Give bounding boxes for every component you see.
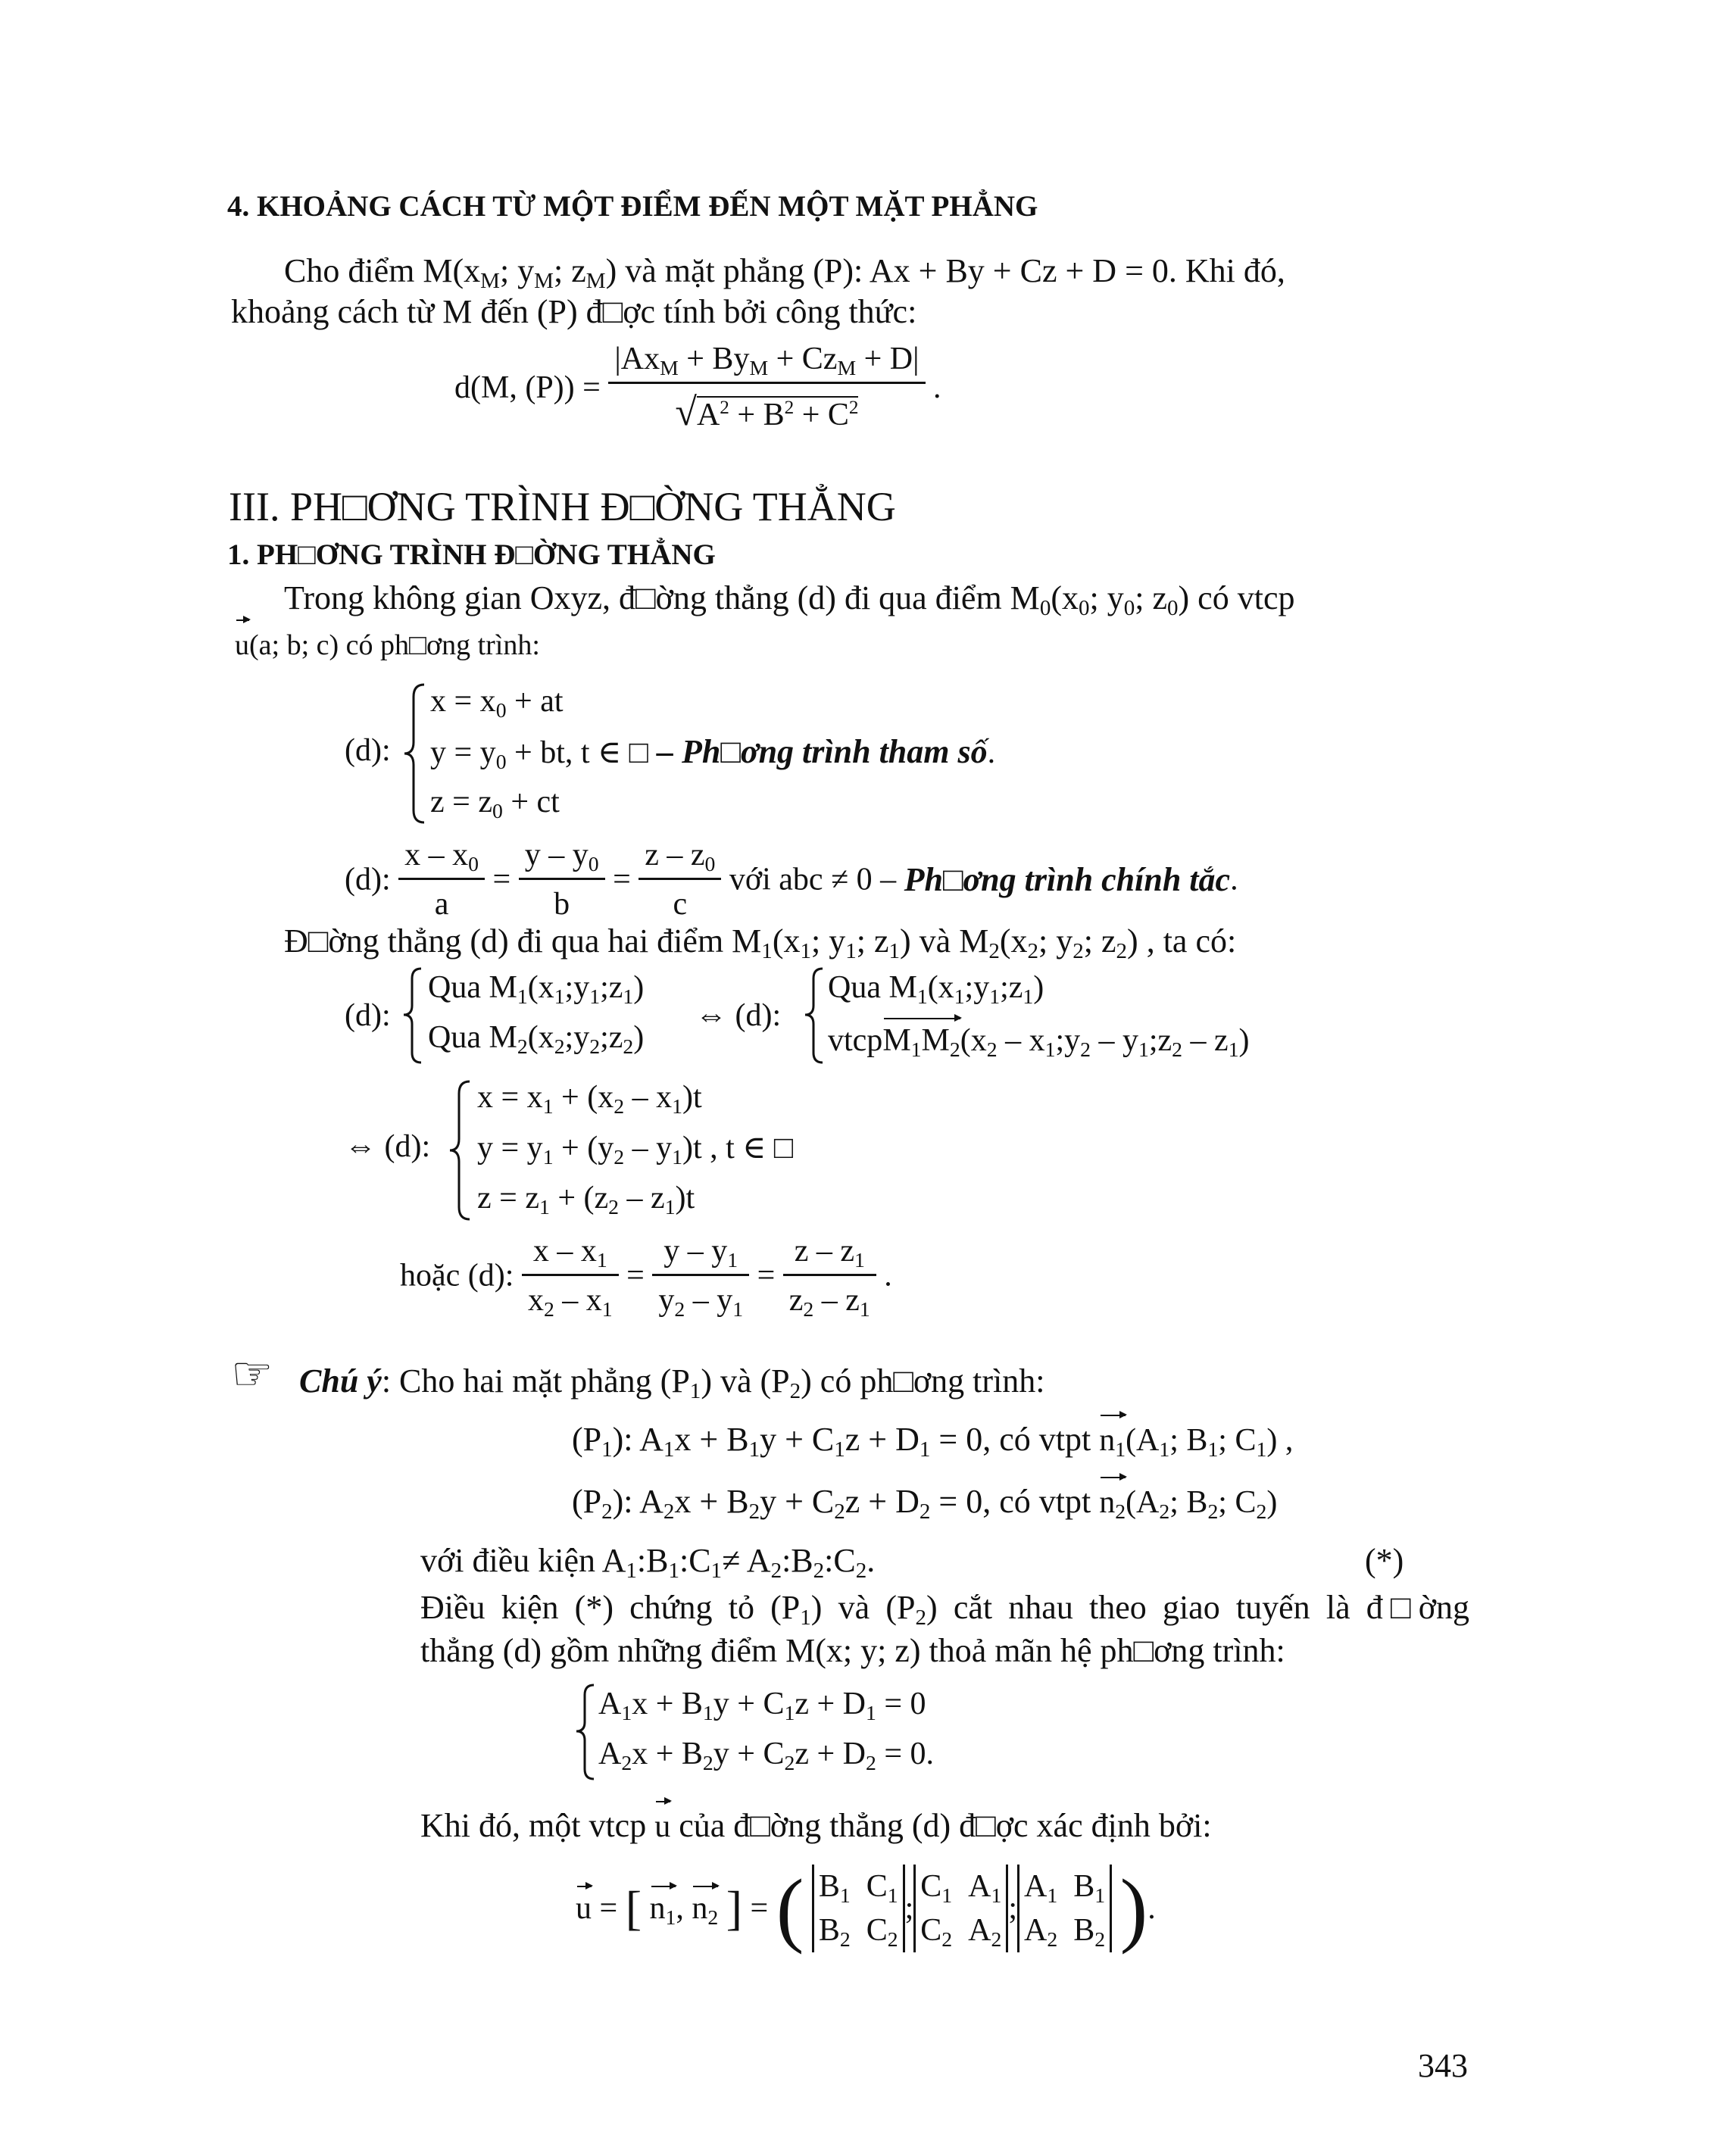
chapter-III-title: III. PH□ƠNG TRÌNH Đ□ỜNG THẲNG xyxy=(229,484,896,529)
condition-explanation-line-1: Điều kiện (*) chứng tỏ $(P_1)$ và $(P_2)$ cắt nhau theo giao tuyến là đ□ờng xyxy=(420,1589,1470,1631)
vtcp-m1m2: $vtcpM_1M_2(x_2$ – $x_1;y_2$ – $y_1;z_2 - z_1$) xyxy=(828,1023,1250,1061)
subsection-1-heading: 1. PH□ƠNG TRÌNH Đ□ỜNG THẲNG xyxy=(227,538,716,571)
two-points-canonical: hoặc (d): $\frac{x - x_1}{x_2 - x_1}$ = $\frac{y - y_1}{y_2 - y_1}$ = $\frac{z - z_1}{z_2 - z_1}$ . xyxy=(400,1234,892,1321)
two-points-param-z: $z = z_1 + (z_2 - z_1)t$ xyxy=(477,1181,695,1219)
parametric-y: $y = y_0$ + bt, t ∈ □ – Ph□ơng trình tham số. xyxy=(430,733,996,773)
page-number: 343 xyxy=(1418,2047,1468,2084)
cross-product-formula: u = [ $n_1$, $n_2$ ] = ( $B_1$ $C_1$ $B_2$ $C_2;C_1$ $A_1$ $C_2$ $A_2;A_1$ $B_1$ $A_2$ $B_2$ ). xyxy=(576,1862,1156,1955)
section-4-heading: 4. KHOẢNG CÁCH TỪ MỘT ĐIỂM ĐẾN MỘT MẶT PHẲNG xyxy=(227,190,1038,223)
line-intro-line-2: u(a; b; c) có ph□ơng trình: xyxy=(235,623,540,666)
qua-m1-right: Qua $M_1(x_1;y_1;z_1)$ xyxy=(828,970,1044,1008)
distance-formula: d(M, (P)) = $\frac{|Ax_M + By_M + Cz_M + D|}{√A^2 + B^2 + C^2}$ . xyxy=(454,342,941,434)
qua-m2-left: Qua $M_2(x_2;y_2;z_2)$ xyxy=(428,1020,645,1058)
two-points-brace-left xyxy=(401,966,427,1065)
direction-vector-sentence: Khi đó, một vtcp u của đ□ờng thẳng (d) đ□ợc xác định bởi: xyxy=(420,1805,1212,1848)
two-points-param-brace xyxy=(447,1078,477,1222)
two-points-brace-right xyxy=(803,966,829,1065)
line-intro-line-1: Trong không gian Oxyz, đ□ờng thẳng (d) đi qua điểm $M_0(x_0$; $y_0$; $z_0$) có vtcp xyxy=(284,579,1295,621)
two-points-param-y: $y = y_1 + (y_2 - y_1)t$ , t ∈ □ xyxy=(477,1131,794,1169)
canonical-equation: (d): $\frac{x - x_0}{a}$ = $\frac{y - y_0}{b}$ = $\frac{z - z_0}{c}$ với abc ≠ 0 – Ph□ơng trình chính tắc. xyxy=(345,838,1238,922)
two-points-label: (d): xyxy=(345,998,391,1033)
parametric-x: $x = x_0$ + at xyxy=(430,684,564,722)
equivalence-1: ⇔ (d): xyxy=(695,998,782,1033)
condition-line: với điều kiện $A_1:B_1:C_1\ne$ $A_2:B_2:C_2$. xyxy=(420,1542,876,1584)
condition-star: (*) xyxy=(1365,1542,1404,1579)
note-intro: Chú ý: Cho hai mặt phẳng $(P_1)$ và $(P_2)$ có ph□ơng trình: xyxy=(299,1362,1045,1404)
two-points-param-x: $x = x_1 + (x_2 - x_1)t$ xyxy=(477,1080,702,1118)
parametric-label: (d): xyxy=(345,733,391,768)
planes-system-eq2: $A_2x + B_2y + C_2z + D_2 = 0$. xyxy=(598,1737,935,1774)
parametric-brace xyxy=(401,682,432,825)
parametric-z: $z = z_0$ + ct xyxy=(430,785,560,822)
condition-explanation-line-2: thẳng (d) gồm những điểm M(x; y; z) thoả mãn hệ ph□ơng trình: xyxy=(420,1632,1285,1669)
equivalence-2: ⇔ (d): xyxy=(345,1129,431,1164)
two-points-sentence: Đ□ờng thẳng (d) đi qua hai điểm $M_1(x_1$; $y_1$; $z_1$) và $M_2(x_2$; $y_2$; $z_2$) , ta có: xyxy=(284,922,1237,964)
planes-system-eq1: $A_1x + B_1y + C_1z + D_1 = 0$ xyxy=(598,1687,926,1724)
section-4-paragraph-line-1: Cho điểm $M(x_M$; $y_M$; $z_M$) và mặt phẳng (P): Ax + By + Cz + D = 0. Khi đó, xyxy=(284,252,1285,294)
qua-m1-left: Qua $M_1(x_1;y_1;z_1)$ xyxy=(428,970,645,1008)
plane-p1-equation: $(P_1)$: $A_1x + B_1y + C_1z + D_1 = 0$, có vtpt $n_1(A_1$; $B_1$; $C_1$) , xyxy=(572,1421,1294,1462)
section-4-paragraph-line-2: khoảng cách từ M đến (P) đ□ợc tính bởi công thức: xyxy=(231,293,917,330)
planes-system-brace xyxy=(574,1683,600,1781)
pointing-hand-icon: ☞ xyxy=(231,1349,273,1400)
plane-p2-equation: $(P_2)$: $A_2x + B_2y + C_2z + D_2 = 0$, có vtpt $n_2(A_2$; $B_2$; $C_2$) xyxy=(572,1483,1278,1524)
